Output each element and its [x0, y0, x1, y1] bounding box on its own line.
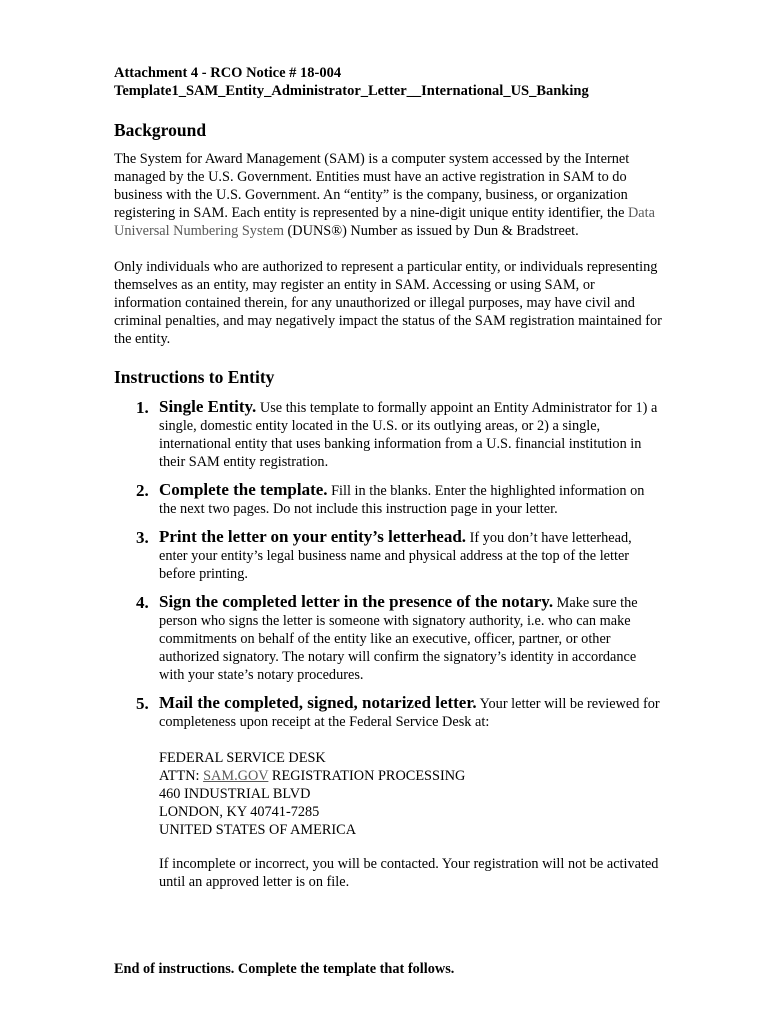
instruction-step: 4. Sign the completed letter in the presence of the notary. Make sure the person who signs the letter is someone with signatory authority, i.e. who can make commitments on behalf of the entity like an executive, officer, partner, or other authorized signatory. The notary will confirm the signatory’s identity in accordance with your state’s notary procedures.	[136, 592, 638, 683]
duns-link[interactable]: Data Universal Numbering System	[114, 205, 655, 239]
completion-note: If incomplete or incorrect, you will be contacted. Your registration will not be activated until an approved letter is on file.	[159, 856, 659, 890]
attachment-title: Attachment 4 - RCO Notice # 18-004	[114, 65, 342, 81]
background-paragraph-2: Only individuals who are authorized to represent a particular entity, or individuals representing themselves as an entity, may register an entity in SAM. Accessing or using SAM, or information contained therein, for any unauthorized or illegal purposes, may have civil and criminal penalties, and may negatively impact the status of the SAM registration maintained for the entity.	[114, 259, 662, 347]
background-paragraph-1: The System for Award Management (SAM) is a computer system accessed by the Internet managed by the U.S. Government. Entities must have an active registration in SAM to do business with the U.S. Government. An “entity” is the company, business, or organization registering in SAM. Each entity is represented by a nine-digit unique entity identifier, the Data Universal Numbering System (DUNS®) Number as issued by Dun & Bradstreet.	[114, 151, 655, 239]
instruction-list	[114, 398, 662, 891]
document-page	[114, 64, 662, 901]
background-heading: Background	[114, 120, 207, 140]
template-name: Template1_SAM_Entity_Administrator_Letter__International_US_Banking	[114, 83, 589, 99]
mailing-address: FEDERAL SERVICE DESK ATTN: SAM.GOV REGISTRATION PROCESSING 460 INDUSTRIAL BLVD LONDON, KY 40741-7285 UNITED STATES OF AMERICA	[159, 750, 466, 838]
instruction-step: 5. Mail the completed, signed, notarized letter. Your letter will be reviewed for completeness upon receipt at the Federal Service Desk at: FEDERAL SERVICE DESK ATTN: SAM.GOV REGISTRATION PROCESSING 460 INDUSTRIAL BLVD LONDON, KY 40741-7285 UNITED STATES OF AMERICA If incomplete or incorrect, you will be contacted. Your registration will not be activated until an approved letter is on file.	[114, 694, 662, 891]
instruction-step: 3. Print the letter on your entity’s letterhead. If you don’t have letterhead, enter your entity’s legal business name and physical address at the top of the letter before printing.	[136, 527, 632, 582]
instructions-heading: Instructions to Entity	[114, 367, 275, 387]
instruction-step: 1. Single Entity. Use this template to formally appoint an Entity Administrator for 1) a single, domestic entity located in the U.S. or its outlying areas, or 2) a single, international entity that uses banking information from a U.S. financial institution in their SAM entity registration.	[136, 397, 658, 470]
end-of-instructions: End of instructions. Complete the template that follows.	[114, 961, 455, 977]
instruction-step: 2. Complete the template. Fill in the blanks. Enter the highlighted information on the next two pages. Do not include this instruction page in your letter.	[136, 480, 645, 517]
sam-gov-link[interactable]: SAM.GOV	[203, 768, 269, 784]
